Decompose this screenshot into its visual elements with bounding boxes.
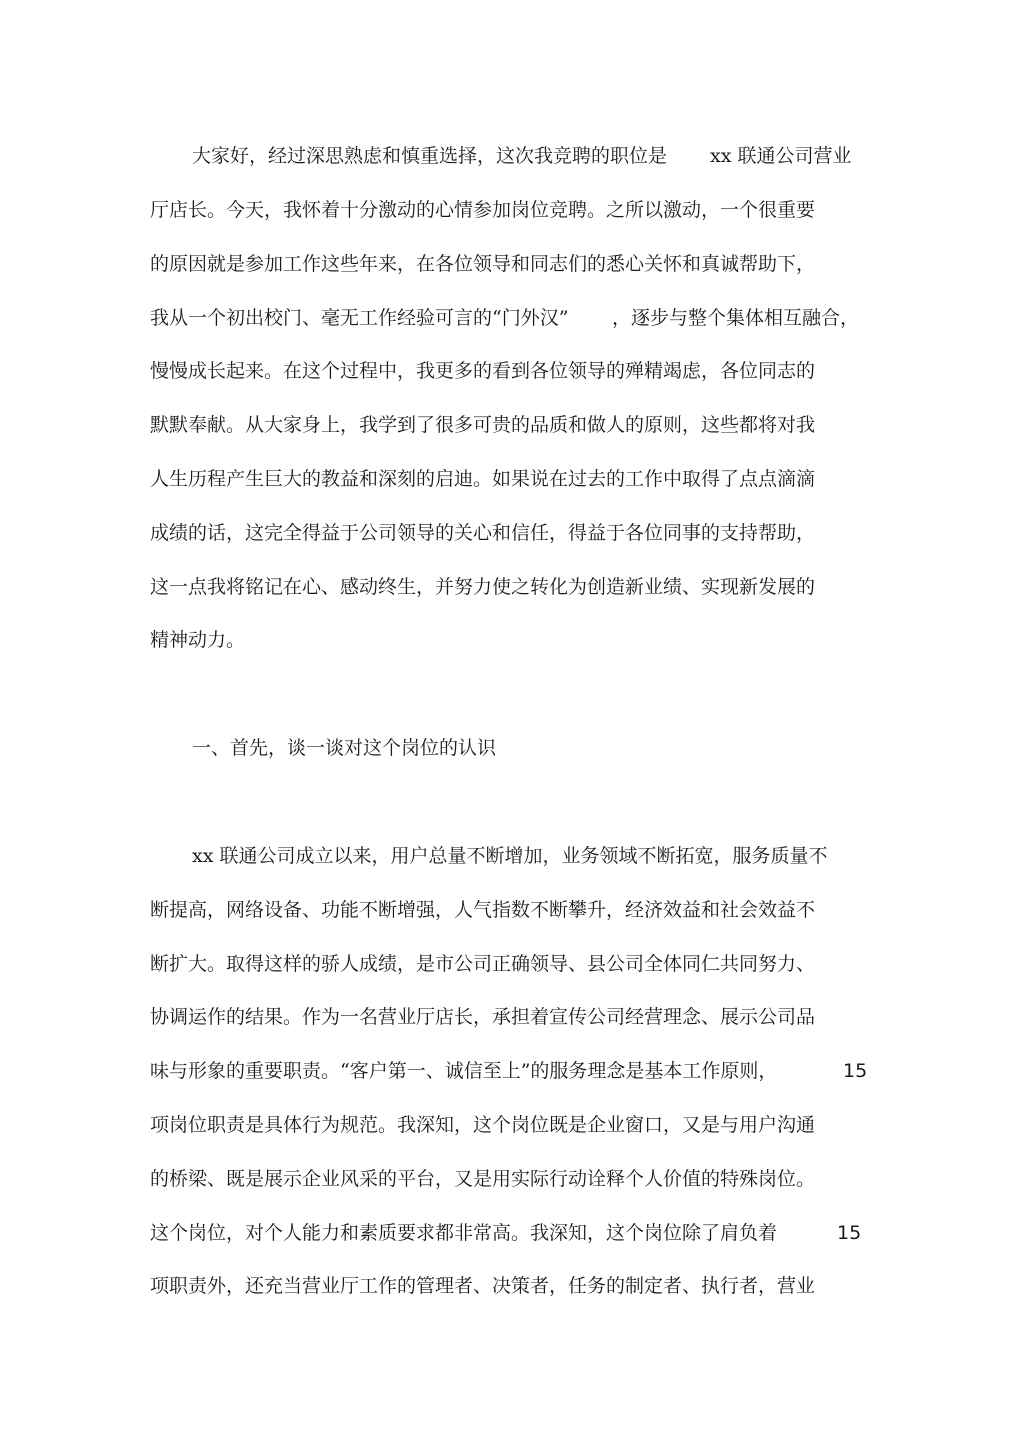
paragraph-1-line-4-text: 我从一个初出校门、毫无工作经验可言的“门外汉”: [150, 307, 569, 329]
paragraph-1-line-8: 成绩的话，这完全得益于公司领导的关心和信任，得益于各位同事的支持帮助，: [150, 522, 816, 544]
paragraph-1-line-4-tail: ，逐步与整个集体相互融合，: [612, 307, 860, 329]
paragraph-1-line-1-tail: xx 联通公司营业: [710, 145, 852, 167]
paragraph-2-line-3: 断扩大。取得这样的骄人成绩，是市公司正确领导、县公司全体同仁共同努力、: [150, 953, 816, 975]
paragraph-1-line-2: 厅店长。今天，我怀着十分激动的心情参加岗位竞聘。之所以激动，一个很重要: [150, 199, 816, 221]
paragraph-1-line-7: 人生历程产生巨大的教益和深刻的启迪。如果说在过去的工作中取得了点点滴滴: [150, 468, 816, 490]
paragraph-1-line-1-text: 大家好，经过深思熟虑和慎重选择，这次我竞聘的职位是: [192, 145, 668, 167]
paragraph-2-line-8-text: 这个岗位，对个人能力和素质要求都非常高。我深知，这个岗位除了肩负着: [150, 1222, 778, 1244]
paragraph-1-line-5: 慢慢成长起来。在这个过程中，我更多的看到各位领导的殚精竭虑，各位同志的: [150, 360, 816, 382]
paragraph-2-line-5: [150, 1058, 870, 1084]
paragraph-1-line-1: [192, 143, 912, 169]
paragraph-1-line-10: 精神动力。: [150, 629, 246, 651]
paragraph-1-line-3: 的原因就是参加工作这些年来，在各位领导和同志们的悉心关怀和真诚帮助下，: [150, 253, 816, 275]
paragraph-2-line-7: 的桥梁、既是展示企业风采的平台，又是用实际行动诠释个人价值的特殊岗位。: [150, 1168, 816, 1190]
paragraph-2-line-2: 断提高，网络设备、功能不断增强，人气指数不断攀升，经济效益和社会效益不: [150, 899, 816, 921]
paragraph-2-line-8-number: 15: [837, 1222, 862, 1244]
paragraph-2-line-4: 协调运作的结果。作为一名营业厅店长，承担着宣传公司经营理念、展示公司品: [150, 1006, 816, 1028]
paragraph-2-line-9: 项职责外，还充当营业厅工作的管理者、决策者，任务的制定者、执行者，营业: [150, 1275, 816, 1297]
paragraph-2-line-1: xx 联通公司成立以来，用户总量不断增加，业务领域不断拓宽，服务质量不: [192, 845, 828, 867]
paragraph-2-line-6: 项岗位职责是具体行为规范。我深知，这个岗位既是企业窗口，又是与用户沟通: [150, 1114, 816, 1136]
paragraph-2-line-5-text: 味与形象的重要职责。“客户第一、诚信至上”的服务理念是基本工作原则，: [150, 1060, 778, 1082]
paragraph-1-line-6: 默默奉献。从大家身上，我学到了很多可贵的品质和做人的原则，这些都将对我: [150, 414, 816, 436]
paragraph-1-line-4: [150, 305, 870, 331]
section-heading-1: 一、首先，谈一谈对这个岗位的认识: [192, 737, 497, 759]
paragraph-2-line-8: [150, 1220, 870, 1246]
paragraph-1-line-9: 这一点我将铭记在心、感动终生，并努力使之转化为创造新业绩、实现新发展的: [150, 576, 816, 598]
paragraph-2-line-5-number: 15: [843, 1060, 868, 1082]
